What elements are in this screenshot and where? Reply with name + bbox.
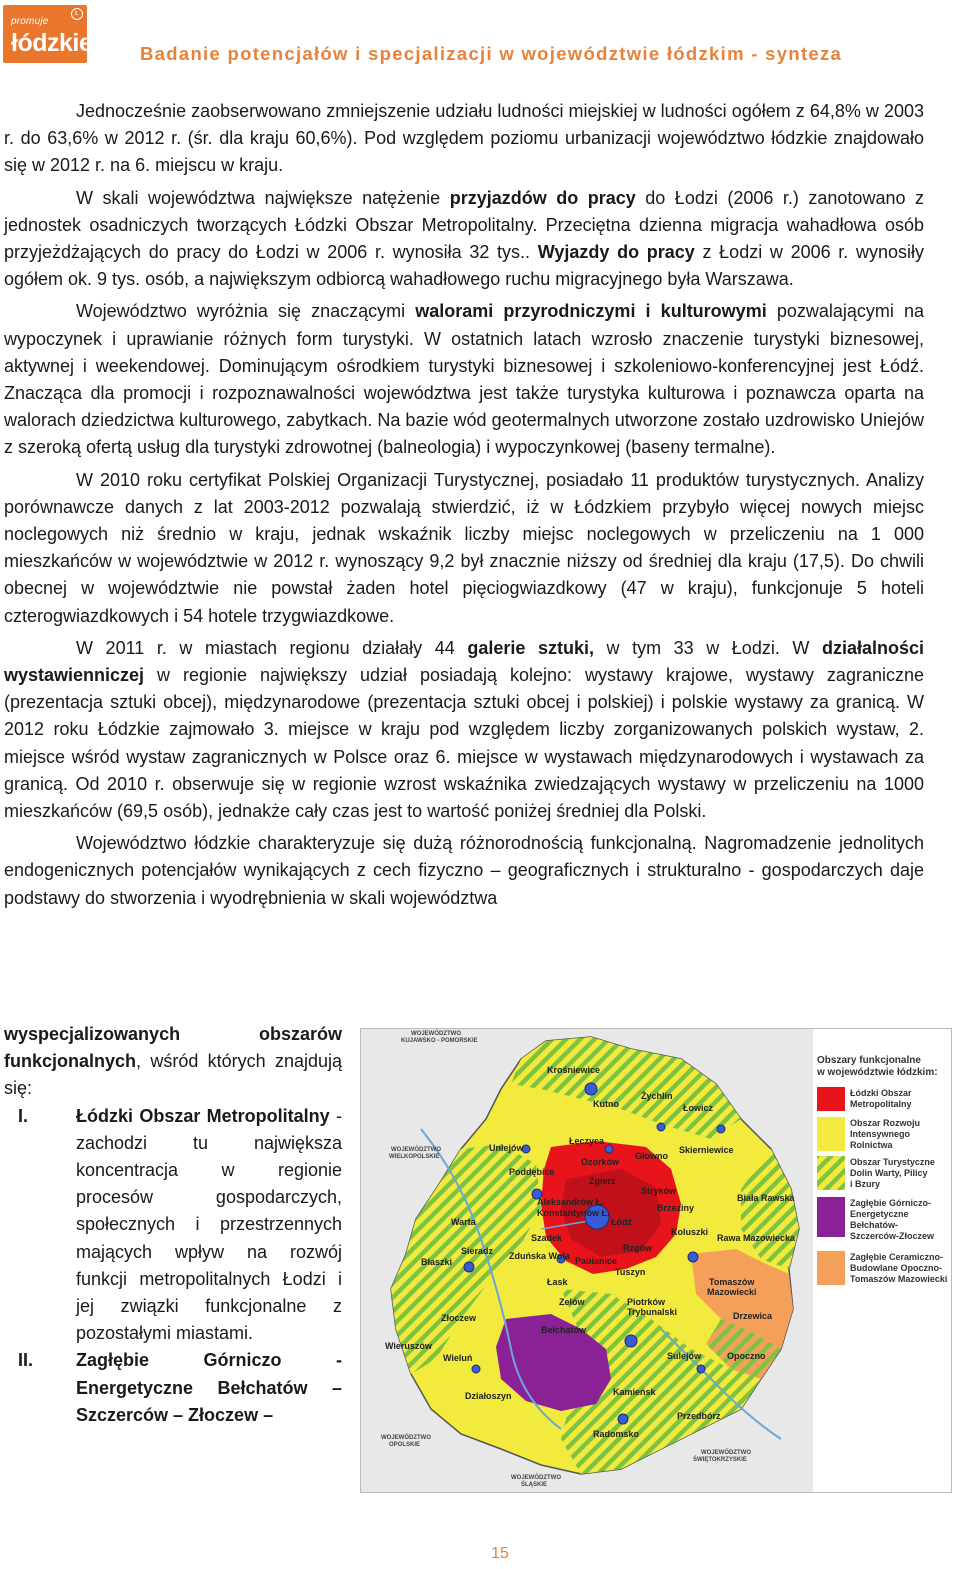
- paragraph-text: W 2010 roku certyfikat Polskiej Organizacji Turystycznej, posiadało 11 produktów turystycznych. Analizy porównawcze danych z lat 2003-2012 pozwalają stwierdzić, iż w Łódzkiem przybyło więcej nowych miejsc noclegowych niż średnio w kraju, jednak wskaźnik liczby miejsc noclegowych w przeliczeniu na 1 000 mieszkańców w województwie w 2012 r. wynoszący 9,2 był znacznie niższy od średniej dla kraju (17,5). Do chwili obecnej w województwie nie powstał żaden hotel pięciogwiazdkowy (47 w kraju), funkcjonuje 5 hoteli czterogwiazdkowych i 54 hotele trzygwiazdkowe.: [4, 469, 924, 626]
- bold-phrase: przyjazdów do pracy: [449, 187, 636, 208]
- bold-phrase: galerie sztuki,: [467, 637, 594, 658]
- functional-areas-intro: [4, 1021, 342, 1103]
- city-label: Pabianice: [575, 1256, 618, 1266]
- region-label: OPOLSKIE: [389, 1442, 421, 1448]
- legend-label: Budowlane Opoczno-: [850, 1263, 942, 1273]
- city-label: Konstantynów Ł.: [537, 1208, 610, 1218]
- region-label: WOJEWÓDZTWO: [381, 1435, 431, 1441]
- city-label: Brzeziny: [657, 1203, 695, 1213]
- city-label: Wieluń: [443, 1353, 473, 1363]
- map-svg: [361, 1029, 951, 1492]
- functional-areas-column: [4, 1021, 342, 1429]
- city-label: Stryków: [641, 1186, 677, 1196]
- region-label: WOJEWÓDZTWO: [411, 1031, 461, 1037]
- legend-label: Obszar Rozwoju: [850, 1118, 921, 1128]
- logo-tagline: promuje: [11, 16, 49, 27]
- legend-label: Zagłębie Ceramiczno-: [850, 1252, 944, 1262]
- city-label: Tuszyn: [615, 1267, 646, 1277]
- bold-phrase: wyspecjalizowanych obszarów funkcjonalnych: [4, 1024, 342, 1072]
- region-label: ŚWIĘTOKRZYSKIE: [693, 1457, 747, 1463]
- legend-label: Dolin Warty, Pilicy: [850, 1168, 928, 1178]
- city-dot: [464, 1262, 474, 1272]
- city-dot: [472, 1365, 480, 1373]
- legend-label: Szczerców-Złoczew: [850, 1231, 935, 1241]
- paragraph-text: z Łodzi w 2006 r. wynosiły ogółem ok. 9 tys. osób, a największym odbiorcą wahadłowego ruchu migracyjnego była Warszawa.: [4, 242, 924, 290]
- city-label: Poddębice: [509, 1167, 555, 1177]
- city-label: Zelów: [559, 1297, 585, 1307]
- bold-phrase: Wyjazdy do pracy: [537, 242, 695, 263]
- city-label: Krośniewice: [547, 1065, 601, 1075]
- legend-label: Energetyczne: [850, 1209, 909, 1219]
- paragraph-text: w tym 33 w Łodzi. W: [593, 637, 822, 658]
- functional-areas-list: [4, 1103, 342, 1429]
- list-item: [4, 1347, 342, 1429]
- city-dot: [688, 1252, 698, 1262]
- city-label: Koluszki: [671, 1227, 709, 1237]
- list-number: I.: [18, 1105, 29, 1126]
- paragraph-tourism: [4, 298, 924, 461]
- promuje-lodzkie-logo: [3, 5, 93, 63]
- city-label: Uniejów: [489, 1143, 524, 1153]
- body-text: [4, 98, 924, 917]
- legend-label: Rolnictwa: [850, 1140, 893, 1150]
- city-label: Ozorków: [581, 1157, 620, 1167]
- city-label: Szadek: [531, 1233, 563, 1243]
- city-label: Drzewica: [733, 1311, 773, 1321]
- city-label: Rawa Mazowiecka: [717, 1233, 796, 1243]
- map-legend: [816, 1055, 947, 1285]
- list-item-title: Zagłębie Górniczo - Energetyczne Bełchatów – Szczerców – Złoczew –: [76, 1350, 342, 1425]
- paragraph-text: Jednocześnie zaobserwowano zmniejszenie udziału ludności miejskiej w ludności ogółem z 64,8% w 2003 r. do 63,6% w 2012 r. (śr. dla kraju 60,6%). Pod względem poziomu urbanizacji województwo łódzkie znajdowało się w 2012 r. na 6. miejscu w kraju.: [4, 101, 924, 176]
- city-dot: [657, 1123, 665, 1131]
- city-label: Złoczew: [441, 1313, 477, 1323]
- paragraph-galleries: [4, 635, 924, 825]
- city-label: Mazowiecki: [707, 1287, 757, 1297]
- paragraph-accommodation: [4, 467, 924, 630]
- legend-swatch: [817, 1117, 845, 1151]
- city-label: Żychlin: [641, 1091, 673, 1101]
- paragraph-commuting: [4, 185, 924, 294]
- city-label: Rzgów: [623, 1243, 652, 1253]
- paragraph-text: do Łodzi (2006 r.) zanotowano z jednostek osadniczych tworzących Łódzki Obszar Metropolitalny. Przeciętna dzienna migracja wahadłowa osób przyjeżdżających do pracy do Łodzi w 2006 r. wynosiła 32 tys..: [4, 187, 924, 263]
- city-dot: [618, 1414, 628, 1424]
- legend-label: Łódzki Obszar: [850, 1088, 912, 1098]
- bold-phrase: działalności wystawienniczej: [4, 637, 924, 686]
- city-label: Radomsko: [593, 1429, 640, 1439]
- city-dot: [625, 1335, 637, 1347]
- city-label: Trybunalski: [627, 1307, 678, 1317]
- city-label: Zgierz: [589, 1176, 616, 1186]
- paragraph-functional-areas: [4, 830, 924, 912]
- city-label: Wieruszów: [385, 1341, 432, 1351]
- logo-mark-icon: Ł: [71, 8, 83, 20]
- city-label: Łowicz: [683, 1103, 714, 1113]
- city-label: Piotrków: [627, 1297, 666, 1307]
- paragraph-text: Województwo wyróżnia się znaczącymi: [76, 301, 416, 322]
- city-label: Warta: [451, 1217, 476, 1227]
- city-label: Kutno: [593, 1099, 619, 1109]
- paragraph-text: w regionie największy udział posiadają kolejno: wystawy krajowe, wystawy zagraniczne (prezentacja sztuki obcej), międzynarodowe (prezentacja sztuki obcej i polskiej) i polskie wystawy za granicą. W 2012 roku Łódzkie zajmowało 3. miejsce w kraju pod względem liczby zorganizowanych polskich wystaw, 2. miejsce wśród wystaw zagranicznych w Polsce oraz 6. miejsce w wystawach międzynarodowych i wystawach za granicą. Od 2010 r. obserwuje się w regionie wzrost wskaźnika zwiedzających wystawy w przeliczeniu na 1000 mieszkańców (69,5 osób), jednakże cały czas jest to wartość poniżej średniej dla Polski.: [4, 665, 924, 822]
- city-label: Skierniewice: [679, 1145, 734, 1155]
- document-title: Badanie potencjałów i specjalizacji w województwie łódzkim - synteza: [140, 43, 843, 64]
- paragraph-urbanization: [4, 98, 924, 180]
- paragraph-text: , wśród których znajdują się:: [4, 1051, 342, 1099]
- legend-label: i Bzury: [850, 1179, 881, 1189]
- city-dot: [697, 1365, 705, 1373]
- city-label: Kamieńsk: [613, 1387, 656, 1397]
- legend-swatch: [817, 1251, 845, 1285]
- city-label: Głowno: [635, 1151, 668, 1161]
- paragraph-text: W 2011 r. w miastach regionu działały 44: [76, 637, 468, 658]
- list-item-title: Łódzki Obszar Metropolitalny: [76, 1105, 330, 1126]
- region-label: WIELKOPOLSKIE: [389, 1154, 440, 1160]
- city-label: Łódź: [611, 1217, 632, 1227]
- region-label: WOJEWÓDZTWO: [391, 1147, 441, 1153]
- bold-phrase: walorami przyrodniczymi i kulturowymi: [415, 301, 767, 322]
- city-label: Sulejów: [667, 1351, 702, 1361]
- region-label: WOJEWÓDZTWO: [511, 1475, 561, 1481]
- legend-title: Obszary funkcjonalne: [817, 1055, 921, 1066]
- list-item-text: - zachodzi tu największa koncentracja w regionie procesów gospodarczych, społecznych i przestrzennych mających wpływ na rozwój funkcji metropolitalnych Łodzi i jej związki funkcjonalne z pozostałymi miastami.: [76, 1105, 342, 1344]
- city-label: Przedbórz: [677, 1411, 721, 1421]
- city-label: Łask: [547, 1277, 568, 1287]
- list-number: II.: [18, 1350, 34, 1371]
- city-label: Aleksandrów Ł.: [537, 1197, 604, 1207]
- legend-swatch: [817, 1156, 845, 1190]
- region-label: WOJEWÓDZTWO: [701, 1450, 751, 1456]
- legend-swatch: [817, 1087, 845, 1111]
- legend-label: Metropolitalny: [850, 1099, 912, 1109]
- legend-label: Tomaszów Mazowiecki: [850, 1274, 948, 1284]
- legend-label: Obszar Turystyczne: [850, 1157, 935, 1167]
- paragraph-text: pozwalającymi na wypoczynek i uprawianie różnych form turystyki. W ostatnich latach wzrosło znaczenie turystyki biznesowej, aktywnej i weekendowej. Dominującym ośrodkiem turystyki biznesowej i szkoleniowo-konferencyjnej jest Łódź. Znacząca dla promocji i rozpoznawalności województwa jest także turystyka kulturowa i poznawcza oparta na walorach dziedzictwa kulturowego, zabytkach. Na bazie wód geotermalnych utworzone zostało uzdrowisko Uniejów z szeroką ofertą usług dla turystyki zdrowotnej (balneologia) i wypoczynkowej (baseny termalne).: [4, 301, 925, 458]
- city-label: Łęczyca: [569, 1136, 605, 1146]
- paragraph-text: Województwo łódzkie charakteryzuje się dużą różnorodnością funkcjonalną. Nagromadzenie jednolitych endogenicznych potencjałów wynikających z cech fizyczno – geograficznych i strukturalno - gospodarczych daje podstawy do stworzenia i wyodrębnienia w skali województwa: [4, 833, 924, 908]
- city-label: Błaszki: [421, 1257, 453, 1267]
- logo-wordmark: łódzkie: [11, 29, 93, 57]
- legend-label: Intensywnego: [850, 1129, 911, 1139]
- city-dot: [605, 1145, 613, 1153]
- region-label: KUJAWSKO - POMORSKIE: [401, 1038, 478, 1044]
- city-label: Sieradz: [461, 1246, 494, 1256]
- paragraph-text: W skali województwa największe natężenie: [76, 187, 450, 208]
- legend-label: Zagłębie Górniczo-: [850, 1198, 932, 1208]
- region-label: ŚLĄSKIE: [521, 1482, 548, 1488]
- page-header: [0, 0, 960, 80]
- city-label: Bełchatów: [541, 1325, 587, 1335]
- functional-areas-map: [360, 1028, 952, 1493]
- list-item: [4, 1103, 342, 1348]
- city-label: Opoczno: [727, 1351, 766, 1361]
- city-label: Działoszyn: [465, 1391, 512, 1401]
- city-label: Zduńska Wola: [509, 1251, 570, 1261]
- legend-title: w województwie łódzkim:: [817, 1067, 938, 1078]
- legend-label: Bełchatów-: [850, 1220, 899, 1230]
- city-dot: [717, 1125, 725, 1133]
- city-label: Tomaszów: [709, 1277, 755, 1287]
- city-label: Biała Rawska: [737, 1193, 795, 1203]
- city-dot: [585, 1083, 597, 1095]
- legend-swatch: [817, 1197, 845, 1237]
- page-number: 15: [491, 1545, 509, 1562]
